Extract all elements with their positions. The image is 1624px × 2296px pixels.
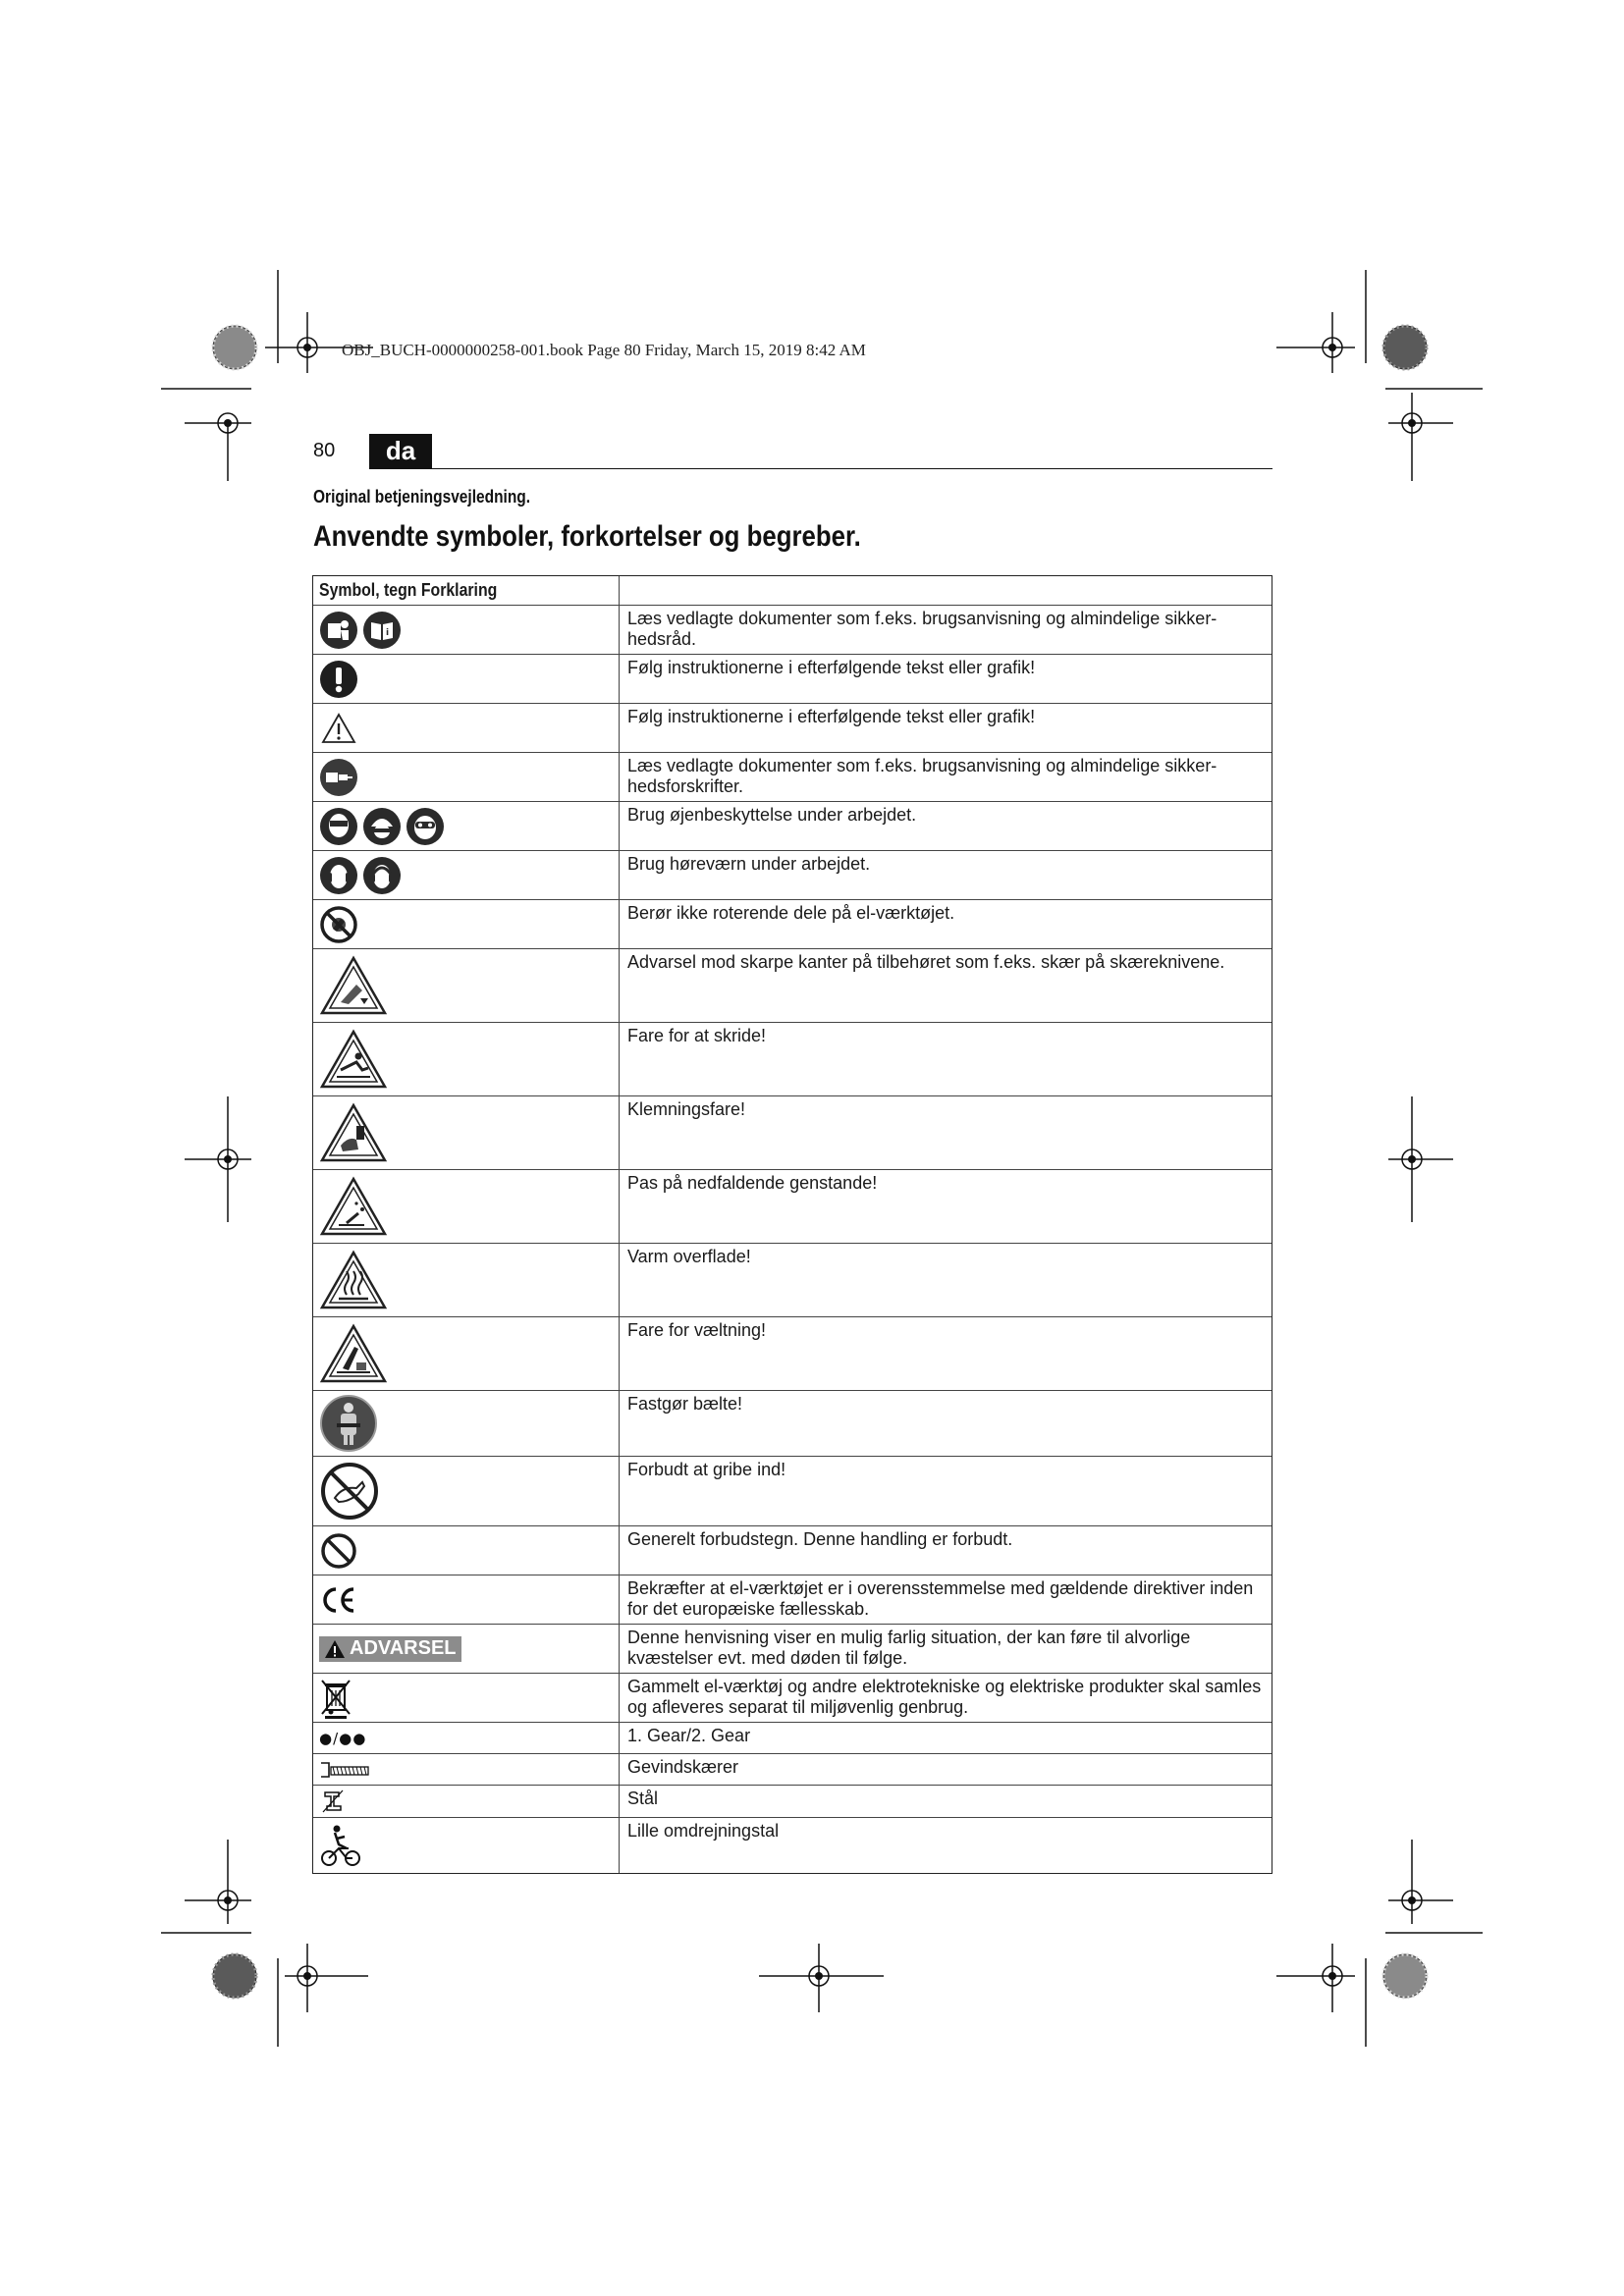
low-speed-bicycle-icon <box>319 1823 362 1868</box>
explanation-text: Bekræfter at el-værktøjet er i overensstemmelse med gældende direktiver inden for det europæiske fællesskab. <box>627 1578 1254 1619</box>
table-row <box>313 1095 1272 1169</box>
explanation-text: Klemningsfare! <box>627 1099 746 1119</box>
page-number: 80 <box>313 440 336 461</box>
weee-bin-icon <box>319 1677 352 1720</box>
crushing-hazard-icon <box>319 1102 388 1163</box>
table-header-cell <box>313 576 620 605</box>
read-manual-icon <box>319 611 358 650</box>
explanation-text: 1. Gear/2. Gear <box>627 1726 751 1745</box>
unplug-before-work-icon <box>319 758 358 797</box>
table-row <box>313 1022 1272 1095</box>
explanation-text: Følg instruktionerne i efterfølgende tekst eller grafik! <box>627 707 1036 726</box>
table-row <box>313 1673 1272 1722</box>
table-row <box>313 1624 1272 1673</box>
general-warning-icon <box>319 709 358 748</box>
explanation-text: Pas på nedfaldende genstande! <box>627 1173 878 1193</box>
ear-protection-icon <box>319 856 358 895</box>
table-row <box>313 1243 1272 1316</box>
explanation-text: Forbudt at gribe ind! <box>627 1460 786 1479</box>
advarsel-label: ADVARSEL <box>350 1637 457 1659</box>
table-row <box>313 1390 1272 1456</box>
table-row <box>313 899 1272 948</box>
mandatory-action-icon <box>319 660 358 699</box>
safety-goggles-icon <box>406 807 445 846</box>
gear-dots-icon: ●/●● <box>319 1729 367 1747</box>
hot-surface-icon <box>319 1250 388 1310</box>
explanation-text: Brug høreværn under arbejdet. <box>627 854 871 874</box>
explanation-text: Følg instruktionerne i efterfølgende tekst eller grafik! <box>627 658 1036 677</box>
tipping-hazard-icon <box>319 1323 388 1384</box>
ear-muffs-icon <box>362 856 402 895</box>
ce-mark-icon <box>319 1583 358 1617</box>
table-row <box>313 703 1272 752</box>
book-file-header: OBJ_BUCH-0000000258-001.book Page 80 Friday, March 15, 2019 8:42 AM <box>342 341 866 359</box>
safety-helmet-icon <box>362 807 402 846</box>
explanation-text: Fare for væltning! <box>627 1320 767 1340</box>
explanation-text: Fastgør bælte! <box>627 1394 743 1414</box>
table-row <box>313 1169 1272 1243</box>
advarsel-badge <box>319 1636 461 1662</box>
steel-profile-icon <box>319 1789 347 1814</box>
table-header-label: Symbol, tegn Forklaring <box>319 580 498 600</box>
table-row <box>313 1722 1272 1753</box>
language-tab: da <box>369 434 432 469</box>
table-row <box>313 801 1272 850</box>
thread-cutter-icon <box>319 1759 372 1781</box>
explanation-text: Brug øjenbeskyttelse under arbejdet. <box>627 805 917 825</box>
fasten-belt-icon <box>319 1394 378 1453</box>
sharp-edges-warning-icon <box>319 955 388 1016</box>
table-row <box>313 605 1272 654</box>
page-title: Anvendte symboler, forkortelser og begreber. <box>313 520 861 553</box>
table-row <box>313 752 1272 801</box>
slip-hazard-icon <box>319 1029 388 1090</box>
explanation-text: Generelt forbudstegn. Denne handling er forbudt. <box>627 1529 1013 1549</box>
explanation-text: Stål <box>627 1789 659 1808</box>
explanation-text: Varm overflade! <box>627 1247 751 1266</box>
explanation-text: Denne henvisning viser en mulig farlig situation, der kan føre til alvorlige kvæstelser evt. med døden til følge. <box>627 1628 1191 1668</box>
table-row <box>313 1525 1272 1575</box>
falling-objects-icon <box>319 1176 388 1237</box>
symbols-table <box>312 575 1272 1874</box>
document-subtitle: Original betjeningsvejledning. <box>313 487 531 507</box>
explanation-text: Gevindskærer <box>627 1757 739 1777</box>
table-row <box>313 850 1272 899</box>
explanation-text: Lille omdrejningstal <box>627 1821 780 1841</box>
table-row <box>313 1817 1272 1873</box>
explanation-text: Læs vedlagte dokumenter som f.eks. brugsanvisning og almindelige sikker-hedsråd. <box>627 609 1218 649</box>
svg-text:i: i <box>386 627 390 638</box>
explanation-text: Gammelt el-værktøj og andre elektrotekniske og elektriske produkter skal samles og afleveres separat til miljøvenlig genbrug. <box>627 1677 1262 1717</box>
table-header-row <box>313 576 1272 605</box>
table-row <box>313 1575 1272 1624</box>
table-row <box>313 1456 1272 1525</box>
explanation-text: Advarsel mod skarpe kanter på tilbehøret som f.eks. skær på skæreknivene. <box>627 952 1225 972</box>
no-reaching-in-icon <box>319 1461 380 1522</box>
table-row <box>313 1753 1272 1785</box>
no-touch-rotating-parts-icon <box>319 905 358 944</box>
explanation-text: Berør ikke roterende dele på el-værktøjet. <box>627 903 955 923</box>
manual-book-icon <box>362 611 402 650</box>
explanation-text: Fare for at skride! <box>627 1026 767 1045</box>
table-row <box>313 948 1272 1022</box>
table-row <box>313 1785 1272 1817</box>
warning-triangle-icon <box>324 1639 346 1659</box>
table-row <box>313 1316 1272 1390</box>
header-rule <box>432 468 1272 469</box>
face-shield-icon <box>319 807 358 846</box>
general-prohibition-icon <box>319 1531 358 1571</box>
explanation-text: Læs vedlagte dokumenter som f.eks. brugsanvisning og almindelige sikker-hedsforskrifter. <box>627 756 1218 796</box>
table-row <box>313 654 1272 703</box>
